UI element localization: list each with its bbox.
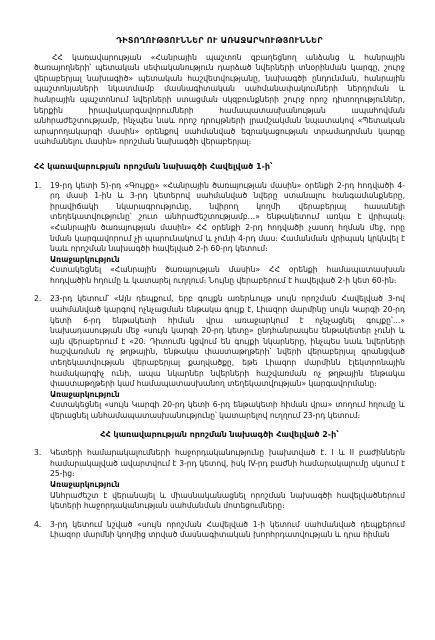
proposal-text: Հստակեցնել «Հանրային ծառայության մասին» ՀՀ օրենքի համապատասխան հոդվածին հղումը և կատարել ուղղում։ Նույնը վերաբերում է հավելված 2-ի կետ 60-ին։ (50, 265, 405, 285)
proposal-heading: Առաջարկություն (50, 254, 120, 264)
item-body (50, 294, 405, 421)
item-text: 3-րդ կետում նշված «սույն որոշման Հավելված 1-ի կետում սահմանված դեպքերում Լիազոր մարմնի կողմից տրված մասնագիտական խորհրդատվության և դրա հիման (50, 519, 405, 540)
item-number: 4. (34, 519, 42, 529)
document-title: ԴԻՏՈՂՈՒԹՅՈՒՆՆԵՐ ՈՒ ԱՌԱՋԱՐԿՈՒԹՅՈՒՆՆԵՐ (116, 36, 323, 45)
list-item (34, 181, 405, 287)
list-item (34, 520, 405, 541)
section-heading-annex2: ՀՀ կառավարության որոշման նախագծի Հավելված 2-ի՝ (100, 429, 339, 439)
proposal-heading: Առաջարկություն (50, 389, 120, 399)
item-text: 23-րդ կետում՝ «Այն դեպքում, երբ գույքն առերևույթ սույն որոշման Հավելված 3-ով սահմանված կարգով ոչնչացման ենթակա գույք է, Լիազոր մարմինը սույն Կարգի 20-րդ կետի 6-րդ ենթակետի հիման վրա առաջարկում է ոչնչացնել գույքը՝…» նախադասության մեջ «սույն կարգի 20-րդ կետը» ընդհանրապես ենթակետեր չունի և այն վերաբերում է «20. Դիտումն կցվում են գույքի նկարները, ինչպես նաև նվերների հաշվառման ոչ թղթային, ենթակա փաստաթղթերի՝ նվերի վերաբերյալ գրանցված տեղեկատվության վերաբերյալ քաղվածքը, եթե Լիազոր մարմինն էլեկտրոնային համակարգիչ ունի, ապա նկարներ նվերների հաշվառման ոչ թղթային ենթակա փաստաթղթերի կամ համապատասխանող տեղեկատվության» կարգավորմանը։ (50, 294, 405, 389)
intro-paragraph: ՀՀ կառավարության «Հանրային պաշտոն զբաղեցնող անձանց և հանրային ծառայողների՝ պետական սեփականություն դարձած նվերների տնօրինման կարգը, շուրջ վերաբերյալ նախագիծ» պետական հաշվետվությանը, նախագծի ընդունման, հանրային պաշտոնյաների նկատմամբ մասնագիտական սահմանափակումների ներդրման և հանրային պաշտոնում նվերների ստացման սկզբունքների շուրջ որոշ դիտողություններ, ներքին իրավակարգավորումների համապատասխանության ապահովման անհրաժեշտությամբ, ինչպես նաև որոշ դրույթների լրամշակման նպատակով «Պետական արարողակարգի մասին» օրենքով սահմանված եզրակացության տրամադրման կարգը սահմանելու մասին» որոշման նախագծի վերաբերյալ։ (34, 52, 405, 147)
list-item (34, 294, 405, 421)
section-heading-annex1: ՀՀ կառավարության որոշման նախագծի Հավելված 1-ի՝ (34, 161, 273, 171)
item-text: 19-րդ կետի 5)-րդ «Գույքը» «Հանրային ծառայության մասին» օրենքի 2-րդ հոդվածի 4-րդ մասի 1-ին և 3-րդ կետերով սահմանված նվերը ստանալու հանգամանքները, իրավիճակի նկարագրությունը, նվիրող կողմի վերաբերյալ հասանելի տեղեկատվությունը՝ շուտ անհրաժեշտությամբ…» ենթակետում առկա է վրիպակ։ «Հանրային ծառայության մասին» ՀՀ օրենքի 2-րդ հոդվածի չասող հղման մեջ, որը նման կարգավորում չի պարունակում և չունի 4-րդ մաս։ Համանման վրիպակ կրկնվել է նաև որոշման նախագծի հավելված 2-ի 60-րդ կետում։ (50, 180, 405, 254)
item-number: 3. (34, 448, 42, 458)
item-number: 1. (34, 180, 42, 190)
proposal-text: Հստակեցնել «սույն Կարգի 20-րդ կետի 6-րդ ենթակետի հիման վրա» տողում հղումը և վերացնել անհամապատասխանությունը՝ կատարելով ուղղում 23-րդ կետում։ (50, 400, 405, 420)
item-number: 2. (34, 294, 42, 304)
item-body (50, 181, 405, 287)
proposal-heading: Առաջարկություն (50, 479, 120, 489)
item-text: Կետերի համարակալումների հաջորդականությունը խախտված է. I և II բաժիններն համարակալված ավարտվում է 3-րդ կետով, իսկ IV-րդ բաժնի համարակալումը սկսում է 25-ից։ (50, 448, 405, 479)
item-body (50, 448, 405, 512)
item-body (50, 520, 405, 541)
list-item (34, 448, 405, 512)
proposal-text: Անհրաժեշտ է վերանայել և միասնականացնել որոշման նախագծի հավելվածներում կետերի հաջորդականության սահմանման մոտեցումները։ (50, 490, 405, 511)
